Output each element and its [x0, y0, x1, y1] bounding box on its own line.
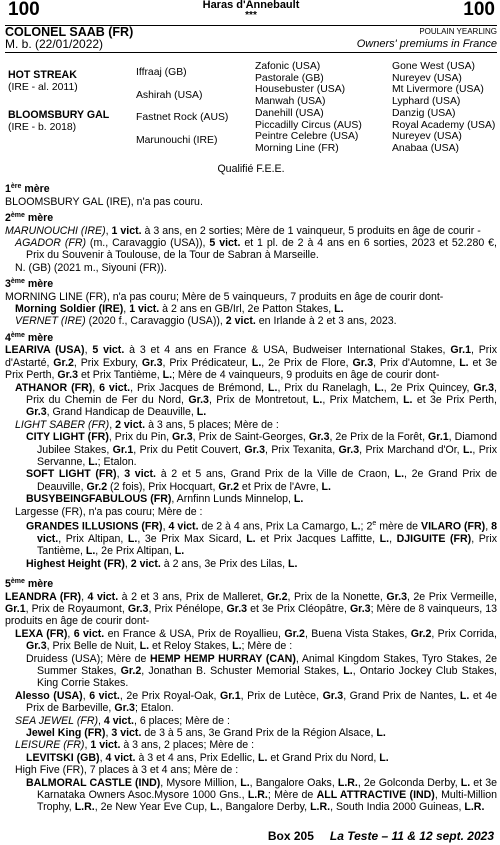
gen4-ancestor: Nureyev (USA) [392, 131, 462, 143]
produce-entry: N. (GB) (2021 m., Siyouni (FR)). [15, 261, 167, 274]
gen4-ancestor: Anabaa (USA) [392, 142, 459, 154]
gen2-ancestor: Fastnet Rock (AUS) [136, 112, 229, 123]
gen2-ancestor: Marunouchi (IRE) [136, 134, 218, 146]
section-heading-first-dam: 1ère mère [5, 183, 50, 196]
produce-entry: Jewel King (FR), 3 vict. de 3 à 5 ans, 3e Grand Prix de la Région Alsace, L. [26, 727, 386, 739]
pedigree-gen2 [136, 67, 250, 157]
section-heading-third-dam: 3ème mère [5, 278, 54, 291]
gen2-ancestor: Iffraaj (GB) [136, 67, 187, 78]
qualification-note: Qualifié F.E.E. [217, 163, 285, 175]
second-dam-text: MARUNOUCHI (IRE), 1 vict. à 3 ans, en 2 sorties; Mère de 1 vainqueur, 5 produits en âge de courir - [5, 224, 481, 237]
produce-entry: BUSYBEINGFABULOUS (FR), Arnfinn Lunds Minnelop, L. [26, 493, 304, 506]
produce-entry: ATHANOR (FR), 6 vict., Prix Jacques de Brémond, L., Prix du Ranelagh, L., 2e Prix Quincey, Gr.3, Prix du Chemin de Fer du Nord, Gr.3, Prix de Montretout, L., Prix Matchem, L. et 3e Prix Perth, Gr.3, Grand Handicap de Deauville, L. [15, 381, 497, 419]
horse-category: POULAIN YEARLING [419, 26, 497, 36]
produce-entry: Largesse (FR), n'a pas couru; Mère de : [15, 505, 203, 518]
pedigree-parents [8, 70, 133, 150]
gen4-ancestor: Danzig (USA) [392, 107, 456, 119]
horse-sub-row [5, 38, 497, 53]
produce-entry: CITY LIGHT (FR), Prix du Pin, Gr.3, Prix de Saint-Georges, Gr.3, 2e Prix de la Forêt, Gr.1, Diamond Jubilee Stakes, Gr.1, Prix du Petit Couvert, Gr.3, Prix Texanita, Gr.3, Prix Marchand d'Or, L., Prix Servanne, L.; Etalon. [26, 431, 497, 468]
gen3-ancestor: Pastorale (GB) [255, 72, 324, 84]
fifth-dam-text: LEANDRA (FR), 4 vict. à 2 et 3 ans, Prix de Malleret, Gr.2, Prix de la Nonette, Gr.3, 2e Prix Vermeille, Gr.1, Prix de Royaumont, Gr.3, Prix Pénélope, Gr.3 et 3e Prix Cléopâtre, Gr.3; Mère de 8 vainqueurs, 13 produits en âge de courir dont- [5, 590, 497, 628]
page-header [5, 0, 497, 24]
sire-name: HOT STREAK [8, 69, 77, 81]
section-heading-fifth-dam: 5ème mère [5, 578, 54, 591]
gen3-ancestor: Zafonic (USA) [255, 61, 321, 72]
lot-number-left: 100 [8, 0, 40, 20]
consignor-label: Haras d'Annebault [202, 0, 300, 11]
produce-entry: Highest Height (FR), 2 vict. à 2 ans, 3e Prix des Lilas, L. [26, 557, 298, 570]
produce-entry: Druidess (USA); Mère de HEMP HEMP HURRAY (CAN), Animal Kingdom Stakes, Tyro Stakes, 2e Summer Stakes, Gr.2, Jonathan B. Schuster Memorial Stakes, L., Ontario Jockey Club Stakes, King Corrie Stakes. [26, 652, 497, 690]
horse-name: COLONEL SAAB (FR) [5, 24, 134, 39]
section-heading-second-dam: 2ème mère [5, 212, 54, 225]
produce-entry: SEA JEWEL (FR), 4 vict., 6 places; Mère de : [15, 714, 230, 727]
gen3-ancestor: Housebuster (USA) [255, 84, 346, 96]
gen4-ancestor: Mt Livermore (USA) [392, 84, 484, 96]
dam-info: (IRE - b. 2018) [8, 121, 77, 133]
sale-name: La Teste – 11 & 12 sept. 2023 [329, 829, 494, 843]
third-dam-text: MORNING LINE (FR), n'a pas couru; Mère de 5 vainqueurs, 7 produits en âge de courir dont- [5, 290, 444, 303]
produce-entry: GRANDES ILLUSIONS (FR), 4 vict. de 2 à 4 ans, Prix La Camargo, L.; 2e mère de VILARO (FR), 8 vict., Prix Altipan, L., 3e Prix Max Sicard, L. et Prix Jacques Laffitte, L., DJIGUITE (FR), Prix Tantième, L., 2e Prix Altipan, L. [26, 519, 497, 558]
first-dam-text: BLOOMSBURY GAL (IRE), n'a pas couru. [5, 195, 203, 208]
produce-entry: AGADOR (FR) (m., Caravaggio (USA)), 5 vict. et 1 pl. de 2 à 4 ans en 6 sorties, 2023 et 52.280 €, Prix du Souvenir à Toulouse, de la Tour de Sabran à Marseille. [15, 237, 497, 262]
gen3-ancestor: Manwah (USA) [255, 96, 326, 108]
catalogue-page [5, 0, 497, 845]
fourth-dam-text: LEARIVA (USA), 5 vict. à 3 et 4 ans en France & USA, Budweiser International Stakes, Gr.1, Prix d'Astarté, Gr.2, Prix Exbury, Gr.3, Prix Prédicateur, L., 2e Prix de Flore, Gr.3, Prix d'Automne, L. et 3e Prix Perth, Gr.3 et Prix Tantième, L.; Mère de 4 vainqueurs, 9 produits en âge de courir dont- [5, 344, 497, 382]
produce-entry: SOFT LIGHT (FR), 3 vict. à 2 et 5 ans, Grand Prix de la Ville de Craon, L., 2e Grand Prix de Deauville, Gr.2 (2 fois), Prix Hocquart, Gr.2 et Prix de l'Avre, L. [26, 468, 497, 493]
gen3-ancestor: Peintre Celebre (USA) [255, 131, 359, 143]
produce-entry: LEXA (FR), 6 vict. en France & USA, Prix de Royallieu, Gr.2, Buena Vista Stakes, Gr.2, Prix Corrida, Gr.3, Prix Belle de Nuit, L. et Reloy Stakes, L.; Mère de : [15, 627, 497, 653]
gen4-ancestor: Nureyev (USA) [392, 72, 462, 84]
produce-entry: High Five (FR), 7 places à 3 et 4 ans; Mère de : [15, 764, 239, 777]
box-number: Box 205 [267, 829, 314, 843]
pedigree-table [5, 61, 497, 161]
gen2-ancestor: Ashirah (USA) [136, 89, 203, 101]
page-footer [5, 830, 497, 842]
produce-entry: Alesso (USA), 6 vict., 2e Prix Royal-Oak, Gr.1, Prix de Lutèce, Gr.3, Grand Prix de Nantes, L. et 4e Prix de Barbeville, Gr.3; Etalon. [15, 689, 497, 715]
produce-entry: VERNET (IRE) (2020 f., Caravaggio (USA)), 2 vict. en Irlande à 2 et 3 ans, 2023. [15, 315, 397, 328]
dam-name: BLOOMSBURY GAL [8, 109, 110, 121]
section-heading-fourth-dam: 4ème mère [5, 331, 54, 344]
produce-entry: LIGHT SABER (FR), 2 vict. à 3 ans, 5 places; Mère de : [15, 418, 279, 431]
gen4-ancestor: Royal Academy (USA) [392, 119, 496, 131]
gen3-ancestor: Piccadilly Circus (AUS) [255, 119, 362, 131]
produce-entry: BALMORAL CASTLE (IND), Mysore Million, L., Bangalore Oaks, L.R., 2e Golconda Derby, L. et 3e Karnataka Owners Asoc.Mysore 1000 Gns., L.R.; Mère de ALL ATTRACTIVE (IND), Multi-Million Trophy, L.R., 2e New Year Eve Cup, L., Bangalore Derby, L.R., South India 2000 Guineas, L.R. [26, 776, 498, 814]
produce-entry: Morning Soldier (IRE), 1 vict. à 2 ans en GB/Irl, 2e Patton Stakes, L. [15, 303, 344, 316]
horse-details: M. b. (22/01/2022) [5, 37, 104, 51]
produce-entry: LEVITSKI (GB), 4 vict. à 3 et 4 ans, Prix Edellic, L. et Grand Prix du Nord, L. [26, 751, 389, 764]
gen4-ancestor: Gone West (USA) [392, 61, 475, 72]
gen3-ancestor: Morning Line (FR) [255, 142, 339, 154]
sire-info: (IRE - al. 2011) [8, 81, 78, 93]
consignor-name [5, 0, 497, 20]
produce-entry: LEISURE (FR), 1 vict. à 3 ans, 2 places; Mère de : [15, 739, 255, 752]
lot-number-right: 100 [463, 0, 495, 20]
pedigree-gen3 [255, 61, 391, 155]
owners-premiums: Owners' premiums in France [356, 38, 497, 50]
gen4-ancestor: Lyphard (USA) [392, 96, 461, 108]
consignor-stars: *** [245, 10, 257, 21]
pedigree-gen4 [392, 61, 500, 155]
gen3-ancestor: Danehill (USA) [255, 107, 324, 119]
